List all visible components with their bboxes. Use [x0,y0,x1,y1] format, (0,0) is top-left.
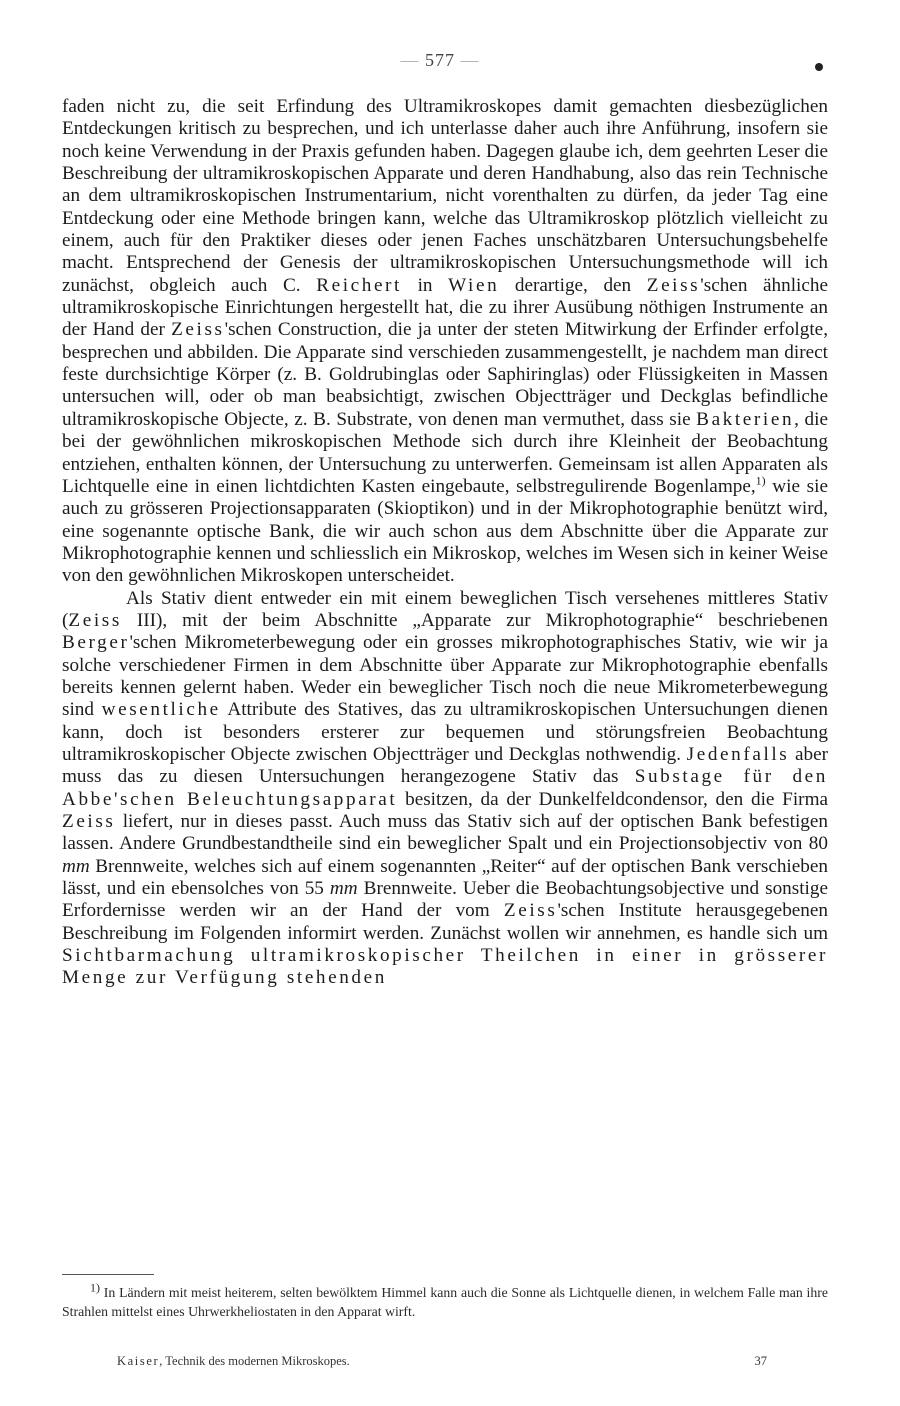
footnote-divider [62,1274,154,1275]
signature-mark: 37 [754,1354,767,1368]
footer-running-title [117,1354,350,1369]
body-text [62,96,828,990]
footnote-marker: 1) [90,1280,100,1295]
footnote [62,1280,828,1321]
footer-author: Kaiser [117,1354,160,1368]
footnote-text: In Ländern mit meist heiterem, selten bewölktem Himmel kann auch die Sonne als Lichtquelle dienen, in welchem Falle man ihre Strahlen mittelst eines Uhrwerkheliostaten in den Apparat wirft. [62,1285,828,1319]
footnote-reference: 1) [755,473,766,488]
footer-book-title: , Technik des modernen Mikroskopes. [159,1354,350,1368]
ink-dot [815,63,823,71]
paragraph-1: faden nicht zu, die seit Erfindung des Ultramikroskopes damit gemachten diesbezüglichen Entdeckungen kritisch zu besprechen, und ich unterlasse daher auch ihre Anführung, insofern sie noch keine Verwendung in der Praxis gefunden haben. Dagegen glaube ich, dem geehrten Leser die Beschreibung der ultramikroskopischen Apparate und deren Handhabung, also das rein Technische an dem ultramikroskopischen Instrumentarium, nicht vorenthalten zu dürfen, da jeder Tag eine Entdeckung oder eine Methode bringen kann, welche das Ultramikroskop plötzlich vielleicht zu einem, auch für den Praktiker dieses oder jenen Faches unschätzbaren Untersuchungsbehelfe macht. Entsprechend der Genesis der ultramikroskopischen Untersuchungsmethode will ich zunächst, obgleich auch C. Reichert in Wien derartige, den Zeiss'schen ähnliche ultramikroskopische Einrichtungen hergestellt hat, die zu ihrer Ausübung nöthigen Instrumente an der Hand der Zeiss'schen Construction, die ja unter der steten Mitwirkung der Erfinder erfolgte, besprechen und abbilden. Die Apparate sind verschieden zusammengestellt, je nachdem man direct feste durchsichtige Körper (z. B. Goldrubinglas oder Saphiringlas) oder Flüssigkeiten in Massen untersuchen will, oder ob man beabsichtigt, zwischen Objectträger und Deckglas befindliche ultramikroskopische Objecte, z. B. Substrate, von denen man vermuthet, dass sie Bakterien, die bei der gewöhnlichen mikroskopischen Methode sich durch ihre Kleinheit der Beobachtung entziehen, enthalten können, der Untersuchung zu unterwerfen. Gemeinsam ist allen Apparaten als Lichtquelle eine in einen lichtdichten Kasten eingebaute, selbstregulirende Bogenlampe,$^{1)}$ wie sie auch zu grösseren Projectionsapparaten (Skioptikon) und in der Mikrophotographie benützt wird, eine sogenannte optische Bank, die wir auch schon aus dem Abschnitte über die Apparate zur Mikrophotographie kennen und schliesslich ein Mikroskop, welches im Wesen sich in keiner Weise von den gewöhnlichen Mikroskopen unterscheidet. [62,96,828,587]
page-number-value: 577 [425,50,455,70]
paragraph-2: Als Stativ dient entweder ein mit einem beweglichen Tisch versehenes mittleres Stativ (Zeiss III), mit der beim Abschnitte „Apparate zur Mikrophotographie“ beschriebenen Berger'schen Mikrometerbewegung oder ein grosses mikrophotographisches Stativ, wie wir ja solche verschiedener Firmen in dem Abschnitte über Apparate zur Mikrophotographie ebenfalls bereits kennen gelernt haben. Weder ein beweglicher Tisch noch die neue Mikrometerbewegung sind wesentliche Attribute des Statives, das zu ultramikroskopischen Untersuchungen dienen kann, doch ist besonders ersterer zur bequemen und störungsfreien Beobachtung ultramikroskopischer Objecte zwischen Objectträger und Deckglas nothwendig. Jedenfalls aber muss das zu diesen Untersuchungen herangezogene Stativ das Substage für den Abbe'schen Beleuchtungsapparat besitzen, da der Dunkelfeldcondensor, den die Firma Zeiss liefert, nur in dieses passt. Auch muss das Stativ sich auf der optischen Bank befestigen lassen. Andere Grundbestandtheile sind ein beweglicher Spalt und ein Projectionsobjectiv von 80 mm Brennweite, welches sich auf einem sogenannten „Reiter“ auf der optischen Bank verschieben lässt, und ein ebensolches von 55 mm Brennweite. Ueber die Beobachtungsobjective und sonstige Erfordernisse werden wir an der Hand der vom Zeiss'schen Institute herausgegebenen Beschreibung im Folgenden informirt werden. Zunächst wollen wir annehmen, es handle sich um Sichtbarmachung ultramikroskopischer Theilchen in einer in grösserer Menge zur Verfügung stehenden [62,587,829,989]
page-number: — 577 — [400,50,480,70]
